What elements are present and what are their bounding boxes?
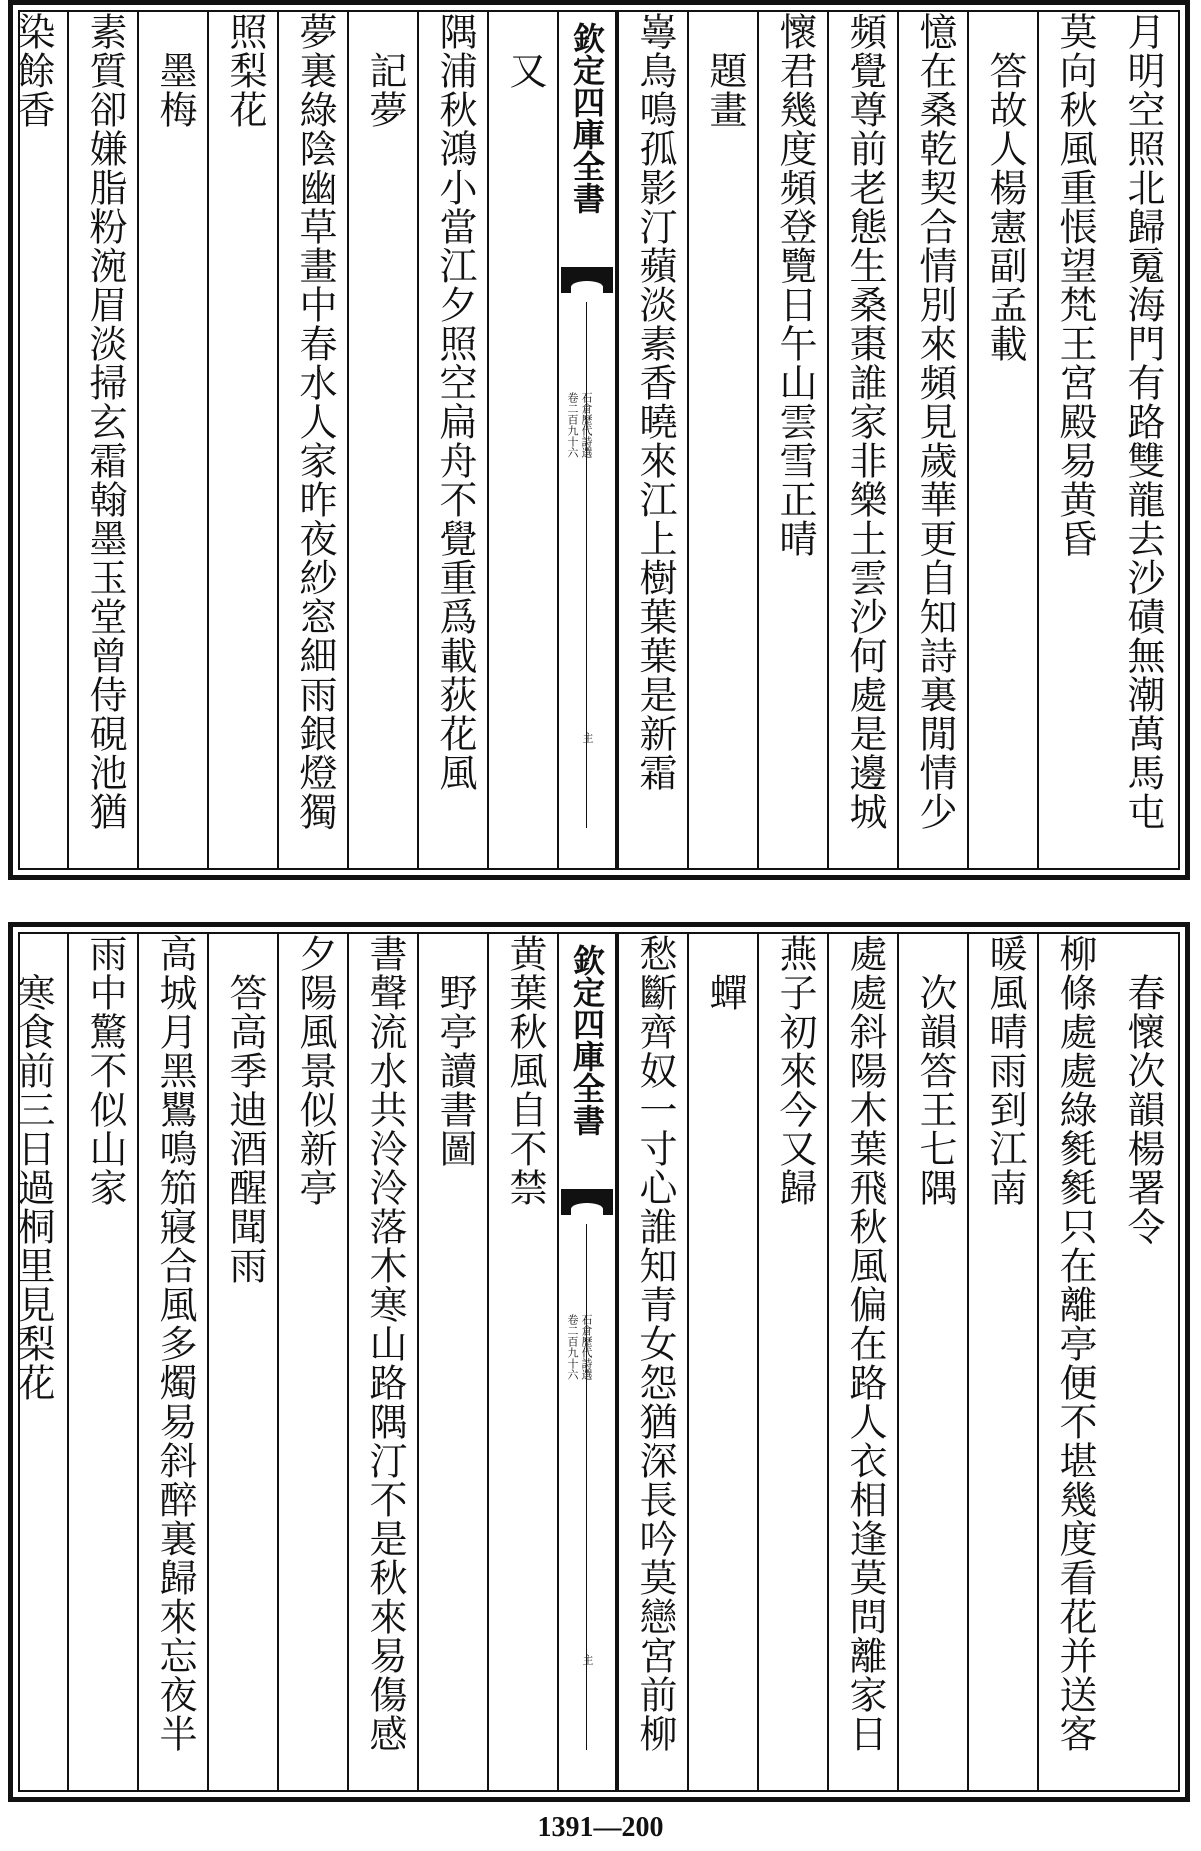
column xyxy=(277,934,347,1790)
bottom-page-panel xyxy=(8,922,1190,1802)
gutter-line xyxy=(586,1224,587,1750)
column xyxy=(967,12,1037,868)
poem-title: 野亭讀書圖 xyxy=(433,934,477,1168)
column xyxy=(757,12,827,868)
gutter-volume: 卷二百九十六 xyxy=(566,392,579,458)
verse-column: 燕子初來今又歸 xyxy=(773,934,817,1207)
verse-column: 素質卻嫌脂粉涴眉淡掃玄霜翰墨玉堂曾侍硯池猶 xyxy=(83,12,127,831)
column xyxy=(1107,12,1177,868)
verse-column: 書聲流水共泠泠落木寒山路隅汀不是秋來易傷感 xyxy=(363,934,407,1753)
column xyxy=(967,934,1037,1790)
verse-column: 高城月黑鸎鳴笳寢合風多燭易斜醉裏歸來忘夜半 xyxy=(153,934,197,1753)
gutter-book-title: 石倉歷代詩選 xyxy=(580,392,593,458)
gutter-book-title: 石倉歷代詩選 xyxy=(580,1314,593,1380)
bottom-page-frame xyxy=(11,932,1180,1792)
column xyxy=(897,934,967,1790)
verse-column: 黄葉秋風自不禁 xyxy=(503,934,547,1207)
verse-column: 柳條處處綠毿毿只在離亭便不堪幾度看花并送客 xyxy=(1053,934,1097,1753)
fish-tail-mark-icon xyxy=(561,1189,613,1215)
column xyxy=(687,12,757,868)
poem-title: 記夢 xyxy=(363,12,407,129)
poem-title: 春懷次韻楊署令 xyxy=(1121,934,1165,1246)
column xyxy=(827,12,897,868)
column xyxy=(277,12,347,868)
verse-column: 頻覺尊前老態生桑棗誰家非樂土雲沙何處是邊城 xyxy=(843,12,887,831)
column xyxy=(617,934,687,1790)
page-number: 1391—200 xyxy=(537,1812,664,1843)
column xyxy=(0,12,67,868)
column xyxy=(347,12,417,868)
gutter-line xyxy=(586,302,587,828)
top-page-frame xyxy=(11,10,1180,870)
column xyxy=(1037,934,1107,1790)
verse-column: 雨中驚不似山家 xyxy=(83,934,127,1207)
gutter-title: 欽定四庫全書 xyxy=(568,22,606,214)
verse-column: 隅浦秋鴻小當江夕照空扁舟不覺重爲載荻花風 xyxy=(433,12,477,792)
column xyxy=(347,934,417,1790)
center-gutter xyxy=(557,934,617,1790)
column xyxy=(897,12,967,868)
poem-title: 答故人楊憲副孟載 xyxy=(983,12,1027,363)
column xyxy=(207,12,277,868)
verse-column: 莫向秋風重悵望梵王宮殿易黄昏 xyxy=(1053,12,1097,558)
column xyxy=(67,12,137,868)
column xyxy=(487,934,557,1790)
verse-column: 暖風晴雨到江南 xyxy=(983,934,1027,1207)
gutter-volume: 卷二百九十六 xyxy=(566,1314,579,1380)
column xyxy=(137,12,207,868)
column xyxy=(137,934,207,1790)
top-page-panel xyxy=(8,0,1190,880)
column xyxy=(67,934,137,1790)
verse-column: 憶在桑乾契合情別來頻見歲華更自知詩裏閒情少 xyxy=(913,12,957,831)
verse-column: 愁斷齊奴一寸心誰知青女怨猶深長吟莫戀宮前柳 xyxy=(633,934,677,1753)
verse-column: 懷君幾度頻登覽日午山雲雪正晴 xyxy=(773,12,817,558)
verse-column: 處處斜陽木葉飛秋風偏在路人衣相逢莫問離家日 xyxy=(843,934,887,1753)
poem-title: 答高季迪酒醒聞雨 xyxy=(223,934,267,1285)
gutter-title: 欽定四庫全書 xyxy=(568,944,606,1136)
column xyxy=(827,934,897,1790)
fish-tail-mark-icon xyxy=(561,267,613,293)
column xyxy=(417,12,487,868)
verse-column: 照梨花 xyxy=(223,12,267,129)
column xyxy=(757,934,827,1790)
column xyxy=(487,12,557,868)
column xyxy=(0,934,67,1790)
column xyxy=(207,934,277,1790)
column xyxy=(1107,934,1177,1790)
poem-title: 寒食前三日過桐里見梨花 xyxy=(11,934,55,1402)
poem-title: 蟬 xyxy=(703,934,747,1012)
poem-title: 又 xyxy=(503,12,547,90)
verse-column: 染餘香 xyxy=(11,12,55,129)
gutter-page-mark: 主 xyxy=(581,732,594,743)
column xyxy=(617,12,687,868)
column xyxy=(1037,12,1107,868)
verse-column: 夕陽風景似新亭 xyxy=(293,934,337,1207)
verse-column: 㠋鳥鳴孤影汀蘋淡素香曉來江上樹葉葉是新霜 xyxy=(633,12,677,792)
column xyxy=(687,934,757,1790)
center-gutter xyxy=(557,12,617,868)
column xyxy=(417,934,487,1790)
verse-column: 月明空照北歸䰟海門有路雙龍去沙磧無潮萬馬屯 xyxy=(1121,12,1165,831)
verse-column: 夢裏綠陰幽草畫中春水人家昨夜紗窓細雨銀燈獨 xyxy=(293,12,337,831)
poem-title: 題畫 xyxy=(703,12,747,129)
poem-title: 次韻答王七隅 xyxy=(913,934,957,1207)
poem-title: 墨梅 xyxy=(153,12,197,129)
gutter-page-mark: 主 xyxy=(581,1654,594,1665)
